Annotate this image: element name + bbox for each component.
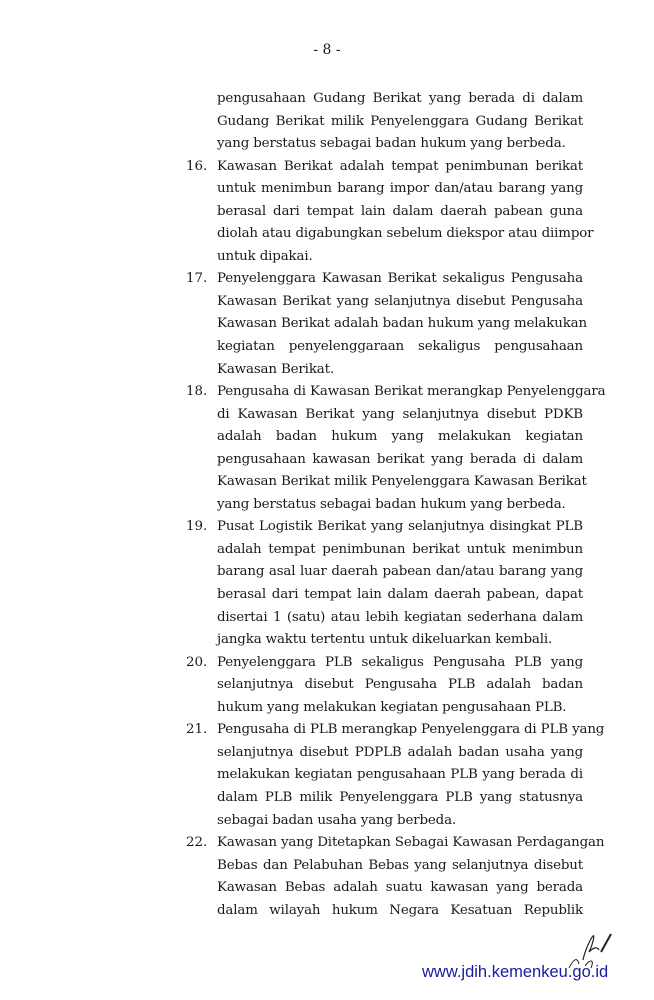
item-number: 20. [186, 654, 208, 670]
definition-item [0, 719, 654, 832]
text-line: Penyelenggara PLB sekaligus Pengusaha PLB yang [217, 654, 583, 670]
text-line: yang berstatus sebagai badan hukum yang berbeda. [217, 136, 566, 152]
text-line: dalam wilayah hukum Negara Kesatuan Republik [217, 902, 583, 918]
text-line: untuk dipakai. [217, 248, 313, 264]
page-number: - 8 - [313, 42, 341, 58]
text-line: Kawasan Berikat milik Penyelenggara Kawasan Berikat [217, 474, 587, 490]
text-line: Kawasan Berikat adalah tempat penimbunan berikat [217, 158, 583, 174]
text-line: kegiatan penyelenggaraan sekaligus pengusahaan [217, 339, 583, 355]
text-line: untuk menimbun barang impor dan/atau barang yang [217, 181, 583, 197]
text-line: sebagai badan usaha yang berbeda. [217, 812, 457, 828]
text-line: Pusat Logistik Berikat yang selanjutnya disingkat PLB [217, 519, 583, 535]
definition-item [0, 268, 654, 381]
definition-item [0, 88, 654, 156]
item-number: 22. [186, 835, 208, 851]
text-line: Kawasan Bebas adalah suatu kawasan yang berada [217, 880, 583, 896]
text-line: barang asal luar daerah pabean dan/atau barang yang [217, 564, 583, 580]
text-line: berasal dari tempat lain dalam daerah pabean, dapat [217, 587, 583, 603]
text-line: Kawasan Berikat. [217, 361, 334, 377]
text-line: adalah badan hukum yang melakukan kegiatan [217, 429, 583, 445]
text-line: Gudang Berikat milik Penyelenggara Gudang Berikat [217, 113, 583, 129]
text-line: Kawasan Berikat adalah badan hukum yang melakukan [217, 316, 587, 332]
text-line: disertai 1 (satu) atau lebih kegiatan sederhana dalam [217, 609, 583, 625]
text-line: adalah tempat penimbunan berikat untuk menimbun [217, 541, 583, 557]
text-line: Pengusaha di Kawasan Berikat merangkap Penyelenggara [217, 384, 606, 400]
text-line: pengusahaan Gudang Berikat yang berada di dalam [217, 91, 583, 106]
text-line: dalam PLB milik Penyelenggara PLB yang statusnya [217, 789, 583, 805]
definition-item [0, 156, 654, 269]
text-line: selanjutnya disebut Pengusaha PLB adalah badan [217, 677, 583, 693]
text-line: selanjutnya disebut PDPLB adalah badan usaha yang [217, 744, 583, 760]
item-number: 17. [186, 271, 208, 287]
text-line: Kawasan yang Ditetapkan Sebagai Kawasan Perdagangan [217, 835, 605, 851]
text-line: pengusahaan kawasan berikat yang berada di dalam [217, 451, 583, 467]
text-line: Penyelenggara Kawasan Berikat sekaligus Pengusaha [217, 271, 583, 287]
footer-link[interactable]: www.jdih.kemenkeu.go.id [422, 963, 609, 981]
definition-item [0, 381, 654, 516]
text-line: Pengusaha di PLB merangkap Penyelenggara di PLB yang [217, 722, 605, 738]
text-line: Kawasan Berikat yang selanjutnya disebut Pengusaha [217, 293, 583, 309]
text-line: Bebas dan Pelabuhan Bebas yang selanjutnya disebut [217, 857, 583, 873]
item-number: 21. [186, 722, 208, 738]
document-body [0, 88, 654, 922]
text-line: diolah atau digabungkan sebelum diekspor atau diimpor [217, 226, 594, 242]
item-number: 19. [186, 519, 208, 535]
definition-item [0, 516, 654, 651]
item-number: 18. [186, 384, 208, 400]
text-line: di Kawasan Berikat yang selanjutnya disebut PDKB [217, 406, 583, 422]
text-line: yang berstatus sebagai badan hukum yang berbeda. [217, 496, 566, 512]
initials-signature [555, 930, 615, 970]
text-line: berasal dari tempat lain dalam daerah pabean guna [217, 203, 583, 219]
text-line: jangka waktu tertentu untuk dikeluarkan kembali. [217, 632, 553, 648]
text-line: melakukan kegiatan pengusahaan PLB yang berada di [217, 767, 583, 783]
definition-item [0, 832, 654, 922]
item-number: 16. [186, 158, 208, 174]
text-line: hukum yang melakukan kegiatan pengusahaan PLB. [217, 699, 567, 715]
definition-item [0, 652, 654, 720]
